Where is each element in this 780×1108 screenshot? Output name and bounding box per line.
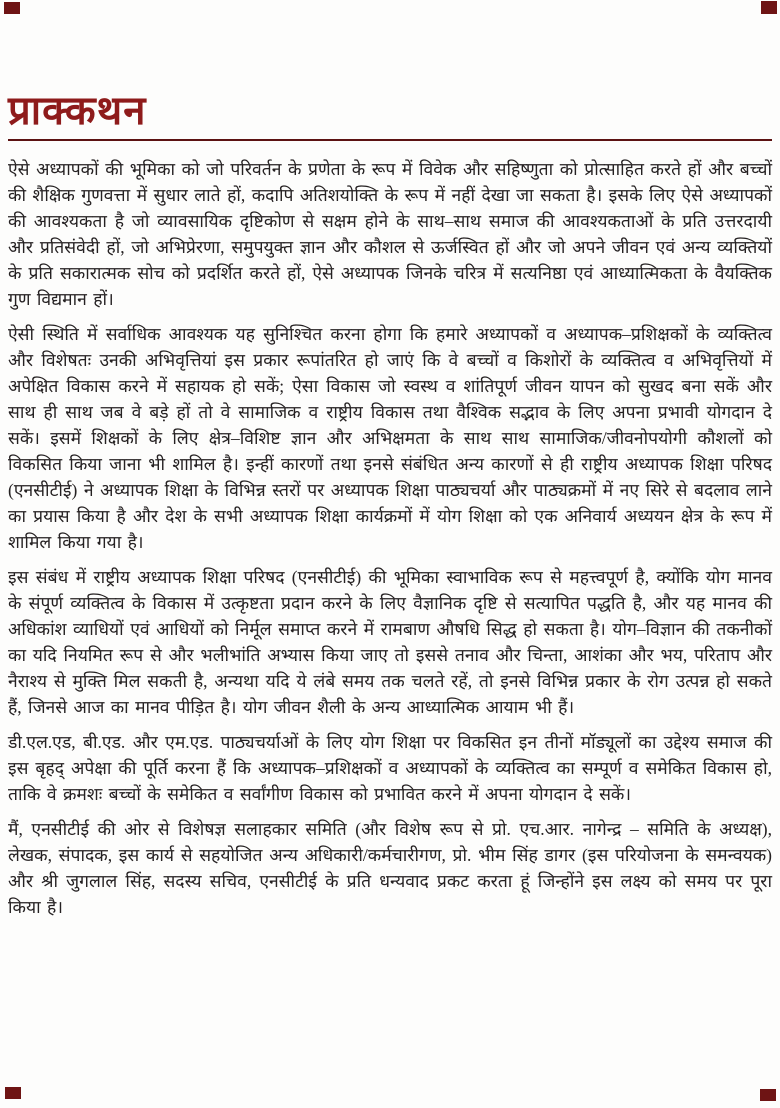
paragraph: ऐसी स्थिति में सर्वाधिक आवश्यक यह सुनिश्चित करना होगा कि हमारे अध्यापकों व अध्यापक–प्रशिक्षकों के व्यक्तित्व और विशेषतः उनकी अभिवृत्तियां इस प्रकार रूपांतरित हो जाएं कि वे बच्चों व किशोरों के व्यक्तित्व व अभिवृत्तियों में अपेक्षित विकास करने में सहायक हो सकें; ऐसा विकास जो स्वस्थ व शांतिपूर्ण जीवन यापन को सुखद बना सकें और साथ ही साथ जब वे बड़े हों तो वे सामाजिक व राष्ट्रीय विकास तथा वैश्विक सद्भाव के लिए अपना प्रभावी योगदान दे सकें। इसमें शिक्षकों के लिए क्षेत्र–विशिष्ट ज्ञान और अभिक्षमता के साथ साथ सामाजिक/जीवनोपयोगी कौशलों को विकसित किया जाना भी शामिल है। इन्हीं कारणों तथा इनसे संबंधित अन्य कारणों से ही राष्ट्रीय अध्यापक शिक्षा परिषद (एनसीटीई) ने अध्यापक शिक्षा के विभिन्न स्तरों पर अध्यापक शिक्षा पाठ्यचर्या और पाठ्यक्रमों में नए सिरे से बदलाव लाने का प्रयास किया है और देश के सभी अध्यापक शिक्षा कार्यक्रमों में योग शिक्षा को एक अनिवार्य अध्ययन क्षेत्र के रूप में शामिल किया गया है। [8,324,772,552]
paragraph: मैं, एनसीटीई की ओर से विशेषज्ञ सलाहकार समिति (और विशेष रूप से प्रो. एच.आर. नागेन्द्र – समिति के अध्यक्ष), लेखक, संपादक, इस कार्य से सहयोजित अन्य अधिकारी/कर्मचारीगण, प्रो. भीम सिंह डागर (इस परियोजना के समन्वयक) और श्री जुगलाल सिंह, सदस्य सचिव, एनसीटीई के प्रति धन्यवाद प्रकट करता हूं जिन्होंने इस लक्ष्य को समय पर पूरा किया है। [8,819,772,917]
title-divider-rule [8,139,772,141]
paragraph: इस संबंध में राष्ट्रीय अध्यापक शिक्षा परिषद (एनसीटीई) की भूमिका स्वाभाविक रूप से महत्त्वपूर्ण है, क्योंकि योग मानव के संपूर्ण व्यक्तित्व के विकास में उत्कृष्टता प्रदान करने के लिए वैज्ञानिक दृष्टि से सत्यापित पद्धति है, और यह मानव की अधिकांश व्याधियों एवं आधियों को निर्मूल समाप्त करने में रामबाण औषधि सिद्ध हो सकता है। योग–विज्ञान की तकनीकों का यदि नियमित रूप से और भलीभांति अभ्यास किया जाए तो इससे तनाव और चिन्ता, आशंका और भय, परिताप और नैराश्य से मुक्ति मिल सकती है, अन्यथा यदि ये लंबे समय तक चलते रहें, तो इनसे विभिन्न प्रकार के रोग उत्पन्न हो सकते हैं, जिनसे आज का मानव पीड़ित है। योग जीवन शैली के अन्य आध्यात्मिक आयाम भी हैं। [8,567,772,717]
page-content [8,88,772,929]
corner-registration-mark-top-left [4,2,20,14]
paragraph: ऐसे अध्यापकों की भूमिका को जो परिवर्तन के प्रणेता के रूप में विवेक और सहिष्णुता को प्रोत्साहित करते हों और बच्चों की शैक्षिक गुणवत्ता में सुधार लाते हों, कदापि अतिशयोक्ति के रूप में नहीं देखा जा सकता है। इसके लिए ऐसे अध्यापकों की आवश्यकता है जो व्यावसायिक दृष्टिकोण से सक्षम होने के साथ–साथ समाज की आवश्यकताओं के प्रति उत्तरदायी और प्रतिसंवेदी हों, जो अभिप्रेरणा, समुपयुक्त ज्ञान और कौशल से ऊर्जस्वित हों और जो अपने जीवन एवं अन्य व्यक्तियों के प्रति सकारात्मक सोच को प्रदर्शित करते हों, ऐसे अध्यापक जिनके चरित्र में सत्यनिष्ठा एवं आध्यात्मिकता के वैयक्तिक गुण विद्यमान हों। [8,159,772,309]
paragraph: डी.एल.एड, बी.एड. और एम.एड. पाठ्यचर्याओं के लिए योग शिक्षा पर विकसित इन तीनों मॉड्यूलों का उद्देश्य समाज की इस बृहद् अपेक्षा की पूर्ति करना हैं कि अध्यापक–प्रशिक्षकों व अध्यापकों के व्यक्तित्व का सम्पूर्ण व समेकित विकास हो, ताकि वे क्रमशः बच्चों के समेकित व सर्वांगीण विकास को प्रभावित करने में अपना योगदान दे सकें। [8,732,772,804]
corner-registration-mark-top-right [761,1,777,14]
page-title: प्राक्कथन [8,88,147,133]
corner-registration-mark-bottom-right [760,1089,776,1101]
corner-registration-mark-bottom-left [5,1087,21,1099]
preface-body [8,156,772,920]
